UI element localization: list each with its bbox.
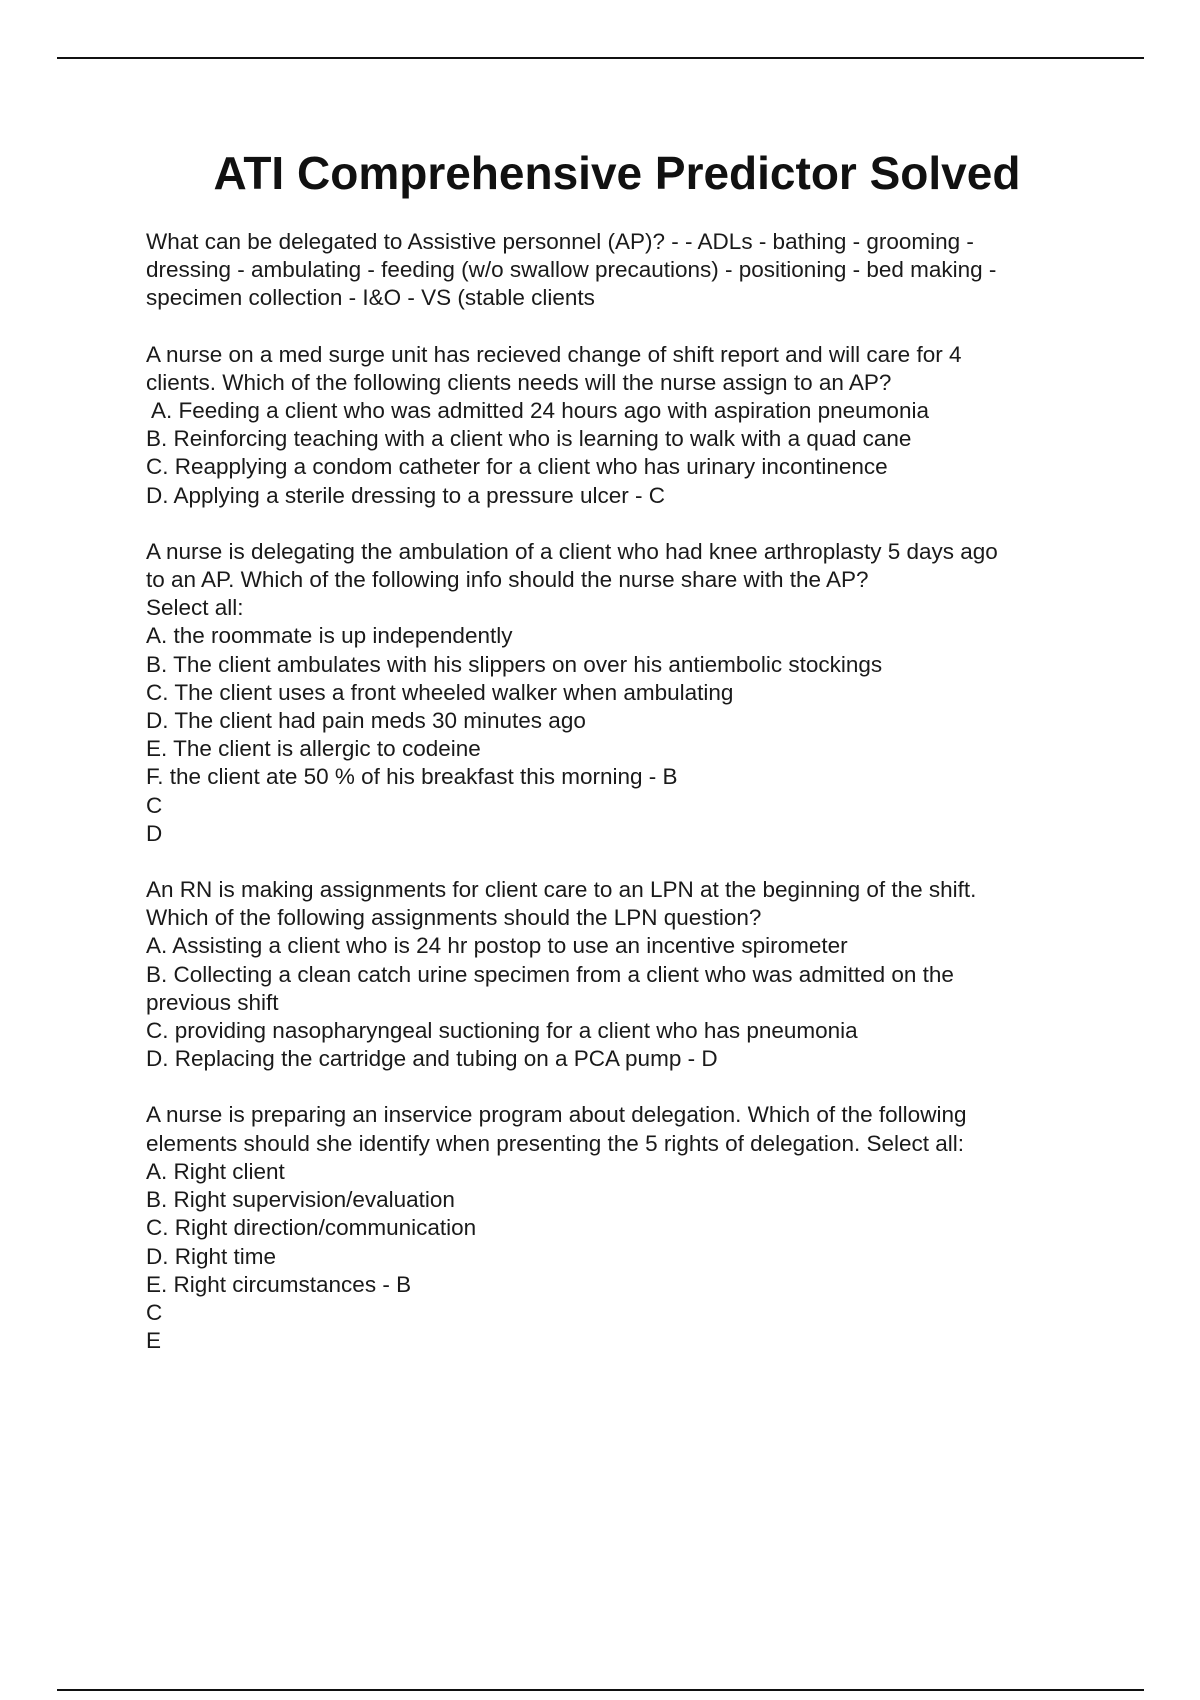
answer-option: A. Right client xyxy=(146,1158,285,1184)
answer-option: B. Collecting a clean catch urine specimen from a client who was admitted on the xyxy=(146,961,954,987)
bottom-rule xyxy=(57,1689,1144,1691)
text-line: to an AP. Which of the following info should the nurse share with the AP? xyxy=(146,567,869,593)
answer-option: previous shift xyxy=(146,989,279,1015)
answer-option: D. Replacing the cartridge and tubing on a PCA pump - D xyxy=(146,1046,718,1072)
text-line: What can be delegated to Assistive personnel (AP)? - - ADLs - bathing - grooming - xyxy=(146,229,974,254)
answer-option: B. Reinforcing teaching with a client who is learning to walk with a quad cane xyxy=(146,426,912,452)
text-line: Which of the following assignments should the LPN question? xyxy=(146,905,762,931)
question-block-1 xyxy=(146,228,1086,313)
text-line: A nurse on a med surge unit has recieved change of shift report and will care for 4 xyxy=(146,341,962,367)
text-line: elements should she identify when presenting the 5 rights of delegation. Select all: xyxy=(146,1130,965,1156)
answer-option: A. the roommate is up independently xyxy=(146,623,513,649)
text-line: specimen collection - I&O - VS (stable clients xyxy=(146,285,595,311)
answer-key: C xyxy=(146,792,163,818)
question-block-3 xyxy=(146,538,1086,848)
text-line: Select all: xyxy=(146,595,244,621)
answer-option: B. The client ambulates with his slippers on over his antiembolic stockings xyxy=(146,651,883,677)
question-block-4 xyxy=(146,876,1086,1073)
answer-option: D. The client had pain meds 30 minutes ago xyxy=(146,708,586,734)
text-line: dressing - ambulating - feeding (w/o swallow precautions) - positioning - bed making - xyxy=(146,257,997,283)
answer-option: F. the client ate 50 % of his breakfast this morning - B xyxy=(146,764,678,790)
text-line: clients. Which of the following clients needs will the nurse assign to an AP? xyxy=(146,369,892,395)
answer-option: E. Right circumstances - B xyxy=(146,1271,412,1297)
answer-option: D. Right time xyxy=(146,1243,277,1269)
answer-option: E. The client is allergic to codeine xyxy=(146,736,481,762)
answer-option: D. Applying a sterile dressing to a pressure ulcer - C xyxy=(146,482,665,508)
answer-option: C. Reapplying a condom catheter for a client who has urinary incontinence xyxy=(146,454,888,480)
top-rule xyxy=(57,57,1144,59)
text-line: A nurse is delegating the ambulation of a client who had knee arthroplasty 5 days ago xyxy=(146,538,998,564)
answer-key: D xyxy=(146,820,163,846)
question-list xyxy=(146,228,1086,1383)
text-line: A nurse is preparing an inservice program about delegation. Which of the following xyxy=(146,1102,967,1128)
answer-option: B. Right supervision/evaluation xyxy=(146,1187,455,1213)
answer-option: C. providing nasopharyngeal suctioning for a client who has pneumonia xyxy=(146,1018,858,1044)
answer-option: C. Right direction/communication xyxy=(146,1215,477,1241)
question-block-2 xyxy=(146,341,1086,510)
answer-option: A. Assisting a client who is 24 hr postop to use an incentive spirometer xyxy=(146,933,848,959)
question-block-5 xyxy=(146,1101,1086,1355)
answer-option: C. The client uses a front wheeled walker when ambulating xyxy=(146,679,734,705)
text-line: An RN is making assignments for client care to an LPN at the beginning of the shift. xyxy=(146,877,977,903)
document-title: ATI Comprehensive Predictor Solved xyxy=(213,147,1021,199)
answer-key: C xyxy=(146,1299,163,1325)
answer-key: E xyxy=(146,1328,162,1354)
answer-option: A. Feeding a client who was admitted 24 hours ago with aspiration pneumonia xyxy=(146,398,929,424)
